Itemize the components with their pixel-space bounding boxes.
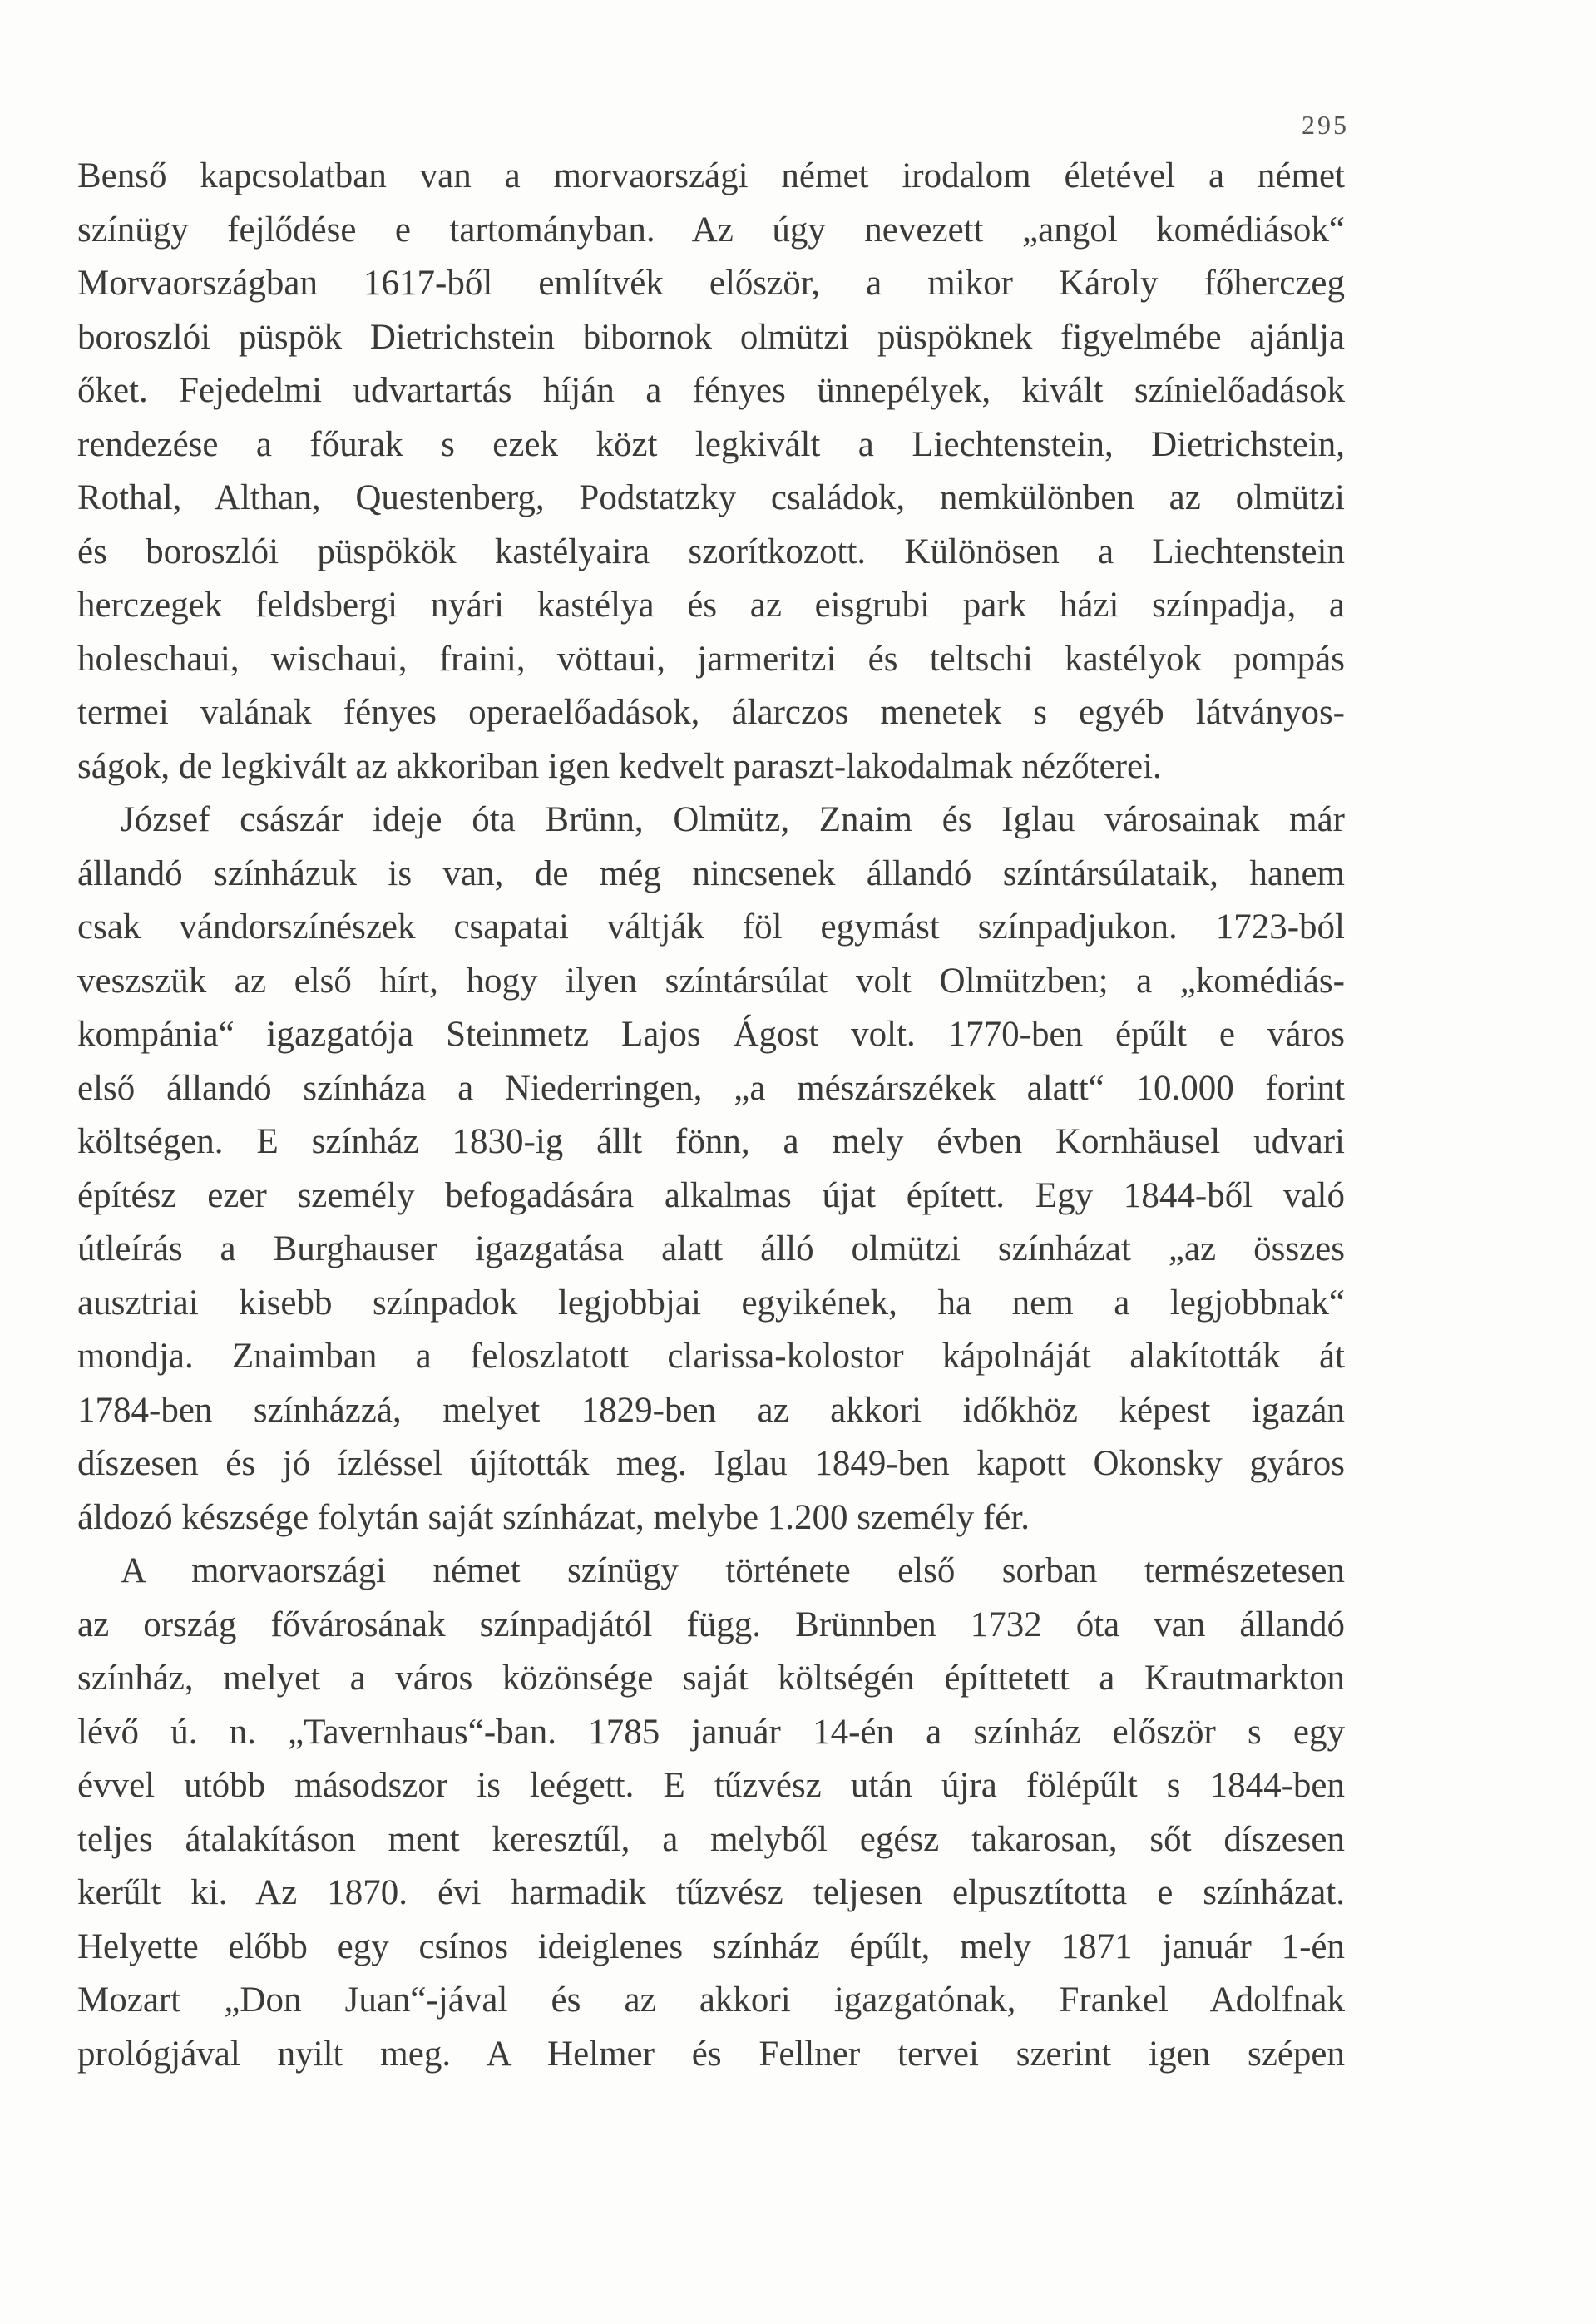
text-line: az ország fővárosának színpadjától függ. Brünnben 1732 óta van állandó <box>77 1605 1345 1644</box>
text-line: prológjával nyilt meg. A Helmer és Fellner tervei szerint igen szépen <box>77 2034 1345 2074</box>
text-line: kerűlt ki. Az 1870. évi harmadik tűzvész teljesen elpusztította e színházat. <box>77 1873 1345 1912</box>
page-number: 295 <box>1302 110 1349 140</box>
text-line: Rothal, Althan, Questenberg, Podstatzky családok, nemkülönben az olmützi <box>77 478 1345 517</box>
text-line: holeschaui, wischaui, fraini, vöttaui, jarmeritzi és teltschi kastélyok pompás <box>77 639 1345 679</box>
text-line: színügy fejlődése e tartományban. Az úgy nevezett „angol komédiások“ <box>77 210 1345 250</box>
text-line: ságok, de legkivált az akkoriban igen kedvelt paraszt-lakodalmak nézőterei. <box>77 746 1162 786</box>
text-line: ausztriai kisebb színpadok legjobbjai egyikének, ha nem a legjobbnak“ <box>77 1283 1345 1323</box>
text-line: rendezése a főurak s ezek közt legkivált a Liechtenstein, Dietrichstein, <box>77 424 1345 464</box>
text-line: őket. Fejedelmi udvartartás híján a fényes ünnepélyek, kivált színielőadások <box>77 371 1345 410</box>
text-line: Helyette előbb egy csínos ideiglenes színház épűlt, mely 1871 január 1-én <box>77 1926 1345 1966</box>
text-line: mondja. Znaimban a feloszlatott clarissa-kolostor kápolnáját alakították át <box>77 1337 1345 1376</box>
body-text <box>77 150 1345 2081</box>
text-line: útleírás a Burghauser igazgatása alatt álló olmützi színházat „az összes <box>77 1229 1345 1268</box>
text-line: Benső kapcsolatban van a morvaországi német irodalom életével a német <box>77 156 1345 195</box>
text-line: herczegek feldsbergi nyári kastélya és az eisgrubi park házi színpadja, a <box>77 586 1345 625</box>
text-line: teljes átalakításon ment keresztűl, a melyből egész takarosan, sőt díszesen <box>77 1819 1345 1859</box>
text-line: Mozart „Don Juan“-jával és az akkori igazgatónak, Frankel Adolfnak <box>77 1980 1345 2020</box>
text-line: állandó színházuk is van, de még nincsenek állandó színtársúlataik, hanem <box>77 853 1345 893</box>
text-line: veszszük az első hírt, hogy ilyen színtársúlat volt Olmützben; a „komédiás- <box>77 961 1345 1001</box>
text-line: termei valának fényes operaelőadások, álarczos menetek s egyéb látványos- <box>77 693 1345 732</box>
text-line: építész ezer személy befogadására alkalmas újat épített. Egy 1844-ből való <box>77 1175 1345 1215</box>
text-line: évvel utóbb másodszor is leégett. E tűzvész után újra fölépűlt s 1844-ben <box>77 1766 1345 1805</box>
text-line: 1784-ben színházzá, melyet 1829-ben az akkori időkhöz képest igazán <box>77 1390 1345 1430</box>
text-line: lévő ú. n. „Tavernhaus“-ban. 1785 január 14-én a színház először s egy <box>77 1712 1345 1752</box>
text-line: és boroszlói püspökök kastélyaira szorítkozott. Különösen a Liechtenstein <box>77 532 1345 571</box>
text-line: költségen. E színház 1830-ig állt fönn, a mely évben Kornhäusel udvari <box>77 1122 1345 1161</box>
text-line: díszesen és jó ízléssel újították meg. Iglau 1849-ben kapott Okonsky gyáros <box>77 1444 1345 1483</box>
text-line: A morvaországi német színügy története első sorban természetesen <box>121 1551 1345 1590</box>
text-line: boroszlói püspök Dietrichstein bibornok olmützi püspöknek figyelmébe ajánlja <box>77 317 1345 357</box>
text-line: Morvaországban 1617-ből említvék először, a mikor Károly főherczeg <box>77 264 1345 303</box>
text-line: József császár ideje óta Brünn, Olmütz, Znaim és Iglau városainak már <box>121 800 1345 839</box>
text-line: első állandó színháza a Niederringen, „a mészárszékek alatt“ 10.000 forint <box>77 1068 1345 1108</box>
text-line: színház, melyet a város közönsége saját költségén építtetett a Krautmarkton <box>77 1659 1345 1698</box>
text-line: áldozó készsége folytán saját színházat, melybe 1.200 személy fér. <box>77 1497 1030 1537</box>
text-line: kompánia“ igazgatója Steinmetz Lajos Ágost volt. 1770-ben épűlt e város <box>77 1015 1345 1054</box>
text-line: csak vándorszínészek csapatai váltják föl egymást színpadjukon. 1723-ból <box>77 907 1345 947</box>
